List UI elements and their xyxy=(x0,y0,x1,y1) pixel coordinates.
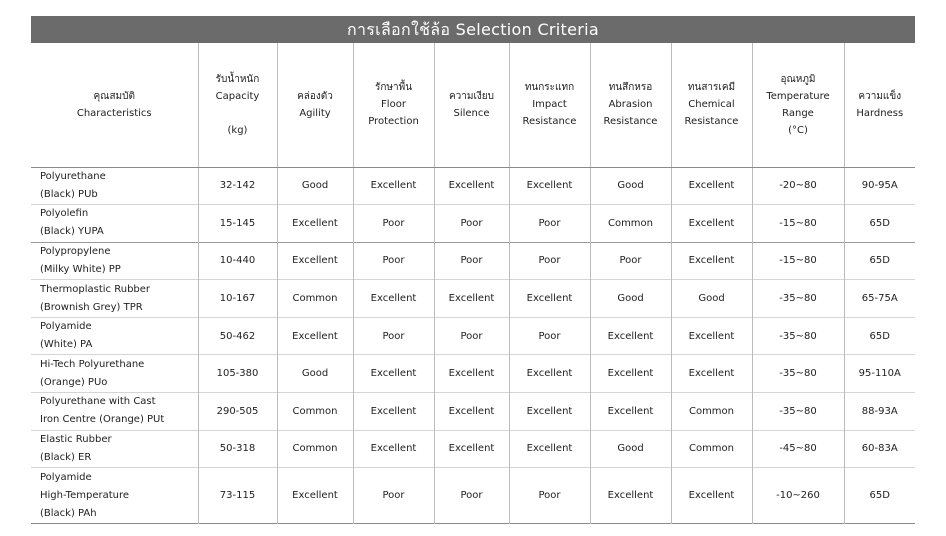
material-name-line: Polyurethane with Cast xyxy=(40,396,156,408)
header-characteristics: คุณสมบัติ Characteristics xyxy=(31,43,198,167)
agility-cell: Common xyxy=(277,430,353,468)
temp-cell: -35~80 xyxy=(752,280,844,318)
agility-cell: Good xyxy=(277,355,353,393)
table-row xyxy=(31,280,915,318)
material-name-line: Polyamide xyxy=(40,471,92,483)
material-name-cell xyxy=(31,317,198,355)
capacity-cell: 105-380 xyxy=(198,355,277,393)
hardness-cell: 88-93A xyxy=(861,405,898,417)
abrasion-cell: Excellent xyxy=(590,468,671,524)
table-row xyxy=(31,468,915,524)
abrasion-cell: Common xyxy=(590,205,671,243)
impact-cell: Poor xyxy=(509,242,590,280)
material-name-cell xyxy=(31,242,198,280)
agility-cell: Excellent xyxy=(277,468,353,524)
material-name-line: Polyolefin xyxy=(40,208,89,220)
material-name-line: Polyurethane xyxy=(40,170,106,182)
silence-cell: Poor xyxy=(434,317,509,355)
material-name-line: High-Temperature xyxy=(40,489,130,501)
header-capacity: รับน้ำหนัก Capacity (kg) xyxy=(198,43,277,167)
material-name-line: Thermoplastic Rubber xyxy=(40,283,151,295)
material-name-line: Iron Centre (Orange) PUt xyxy=(40,414,165,426)
floor-cell: Excellent xyxy=(353,280,434,318)
material-name-cell xyxy=(31,167,198,205)
material-name-line: Polyamide xyxy=(40,321,92,333)
floor-cell: Excellent xyxy=(353,430,434,468)
hardness-cell: 65D xyxy=(869,490,890,502)
header-chemical-resistance: ทนสารเคมี Chemical Resistance xyxy=(671,43,752,167)
floor-cell: Poor xyxy=(353,317,434,355)
agility-cell: Excellent xyxy=(277,205,353,243)
chemical-cell: Excellent xyxy=(671,317,752,355)
floor-cell: Excellent xyxy=(353,355,434,393)
abrasion-cell: Poor xyxy=(590,242,671,280)
abrasion-cell: Good xyxy=(590,430,671,468)
material-name-line: (Black) PUb xyxy=(40,188,98,200)
temp-cell: -20~80 xyxy=(752,167,844,205)
material-name-cell xyxy=(31,468,198,524)
temp-cell: -35~80 xyxy=(752,317,844,355)
material-name-line: (Orange) PUo xyxy=(40,376,108,388)
hardness-cell: 60-83A xyxy=(861,443,898,455)
chemical-cell: Good xyxy=(671,280,752,318)
chemical-cell: Excellent xyxy=(671,167,752,205)
capacity-cell: 15-145 xyxy=(198,205,277,243)
temp-cell: -35~80 xyxy=(752,355,844,393)
capacity-cell: 10-440 xyxy=(198,242,277,280)
hardness-cell: 65D xyxy=(869,217,890,229)
temp-cell: -45~80 xyxy=(752,430,844,468)
temp-cell: -10~260 xyxy=(752,468,844,524)
agility-cell: Excellent xyxy=(277,242,353,280)
silence-cell: Poor xyxy=(434,468,509,524)
chemical-cell: Common xyxy=(671,430,752,468)
hardness-cell: 65-75A xyxy=(861,293,898,305)
chemical-cell: Common xyxy=(671,393,752,431)
table-title: การเลือกใช้ล้อ Selection Criteria xyxy=(31,16,915,43)
agility-cell: Excellent xyxy=(277,317,353,355)
abrasion-cell: Excellent xyxy=(590,393,671,431)
material-name-line: (Black) ER xyxy=(40,451,92,463)
silence-cell: Poor xyxy=(434,242,509,280)
silence-cell: Excellent xyxy=(434,430,509,468)
floor-cell: Excellent xyxy=(353,167,434,205)
header-row xyxy=(31,43,915,167)
silence-cell: Excellent xyxy=(434,280,509,318)
abrasion-cell: Good xyxy=(590,280,671,318)
header-agility: คล่องตัว Agility xyxy=(277,43,353,167)
chemical-cell: Excellent xyxy=(671,242,752,280)
material-name-cell xyxy=(31,430,198,468)
material-name-line: (Milky White) PP xyxy=(40,263,121,275)
capacity-cell: 32-142 xyxy=(198,167,277,205)
temp-cell: -15~80 xyxy=(752,205,844,243)
capacity-cell: 50-318 xyxy=(198,430,277,468)
impact-cell: Excellent xyxy=(509,393,590,431)
table-row xyxy=(31,393,915,431)
material-name-cell xyxy=(31,205,198,243)
material-name-cell xyxy=(31,355,198,393)
material-name-line: Elastic Rubber xyxy=(40,433,112,445)
material-name-line: Polypropylene xyxy=(40,245,111,257)
impact-cell: Poor xyxy=(509,317,590,355)
capacity-cell: 290-505 xyxy=(198,393,277,431)
silence-cell: Excellent xyxy=(434,167,509,205)
agility-cell: Good xyxy=(277,167,353,205)
floor-cell: Excellent xyxy=(353,393,434,431)
abrasion-cell: Excellent xyxy=(590,355,671,393)
capacity-cell: 10-167 xyxy=(198,280,277,318)
table-row xyxy=(31,242,915,280)
selection-criteria-panel xyxy=(31,16,915,524)
silence-cell: Excellent xyxy=(434,355,509,393)
selection-criteria-table xyxy=(31,43,915,524)
silence-cell: Excellent xyxy=(434,393,509,431)
capacity-unit: (kg) xyxy=(227,124,248,136)
header-floor-protection: รักษาพื้น Floor Protection xyxy=(353,43,434,167)
hardness-cell: 65D xyxy=(869,330,890,342)
impact-cell: Excellent xyxy=(509,280,590,318)
material-name-line: (Brownish Grey) TPR xyxy=(40,301,143,313)
material-name-line: (Black) YUPA xyxy=(40,226,104,238)
capacity-cell: 73-115 xyxy=(198,468,277,524)
table-row xyxy=(31,167,915,205)
header-hardness: ความแข็ง Hardness xyxy=(844,43,915,167)
impact-cell: Excellent xyxy=(509,167,590,205)
impact-cell: Excellent xyxy=(509,430,590,468)
hardness-cell: 95-110A xyxy=(858,368,901,380)
table-row xyxy=(31,317,915,355)
temperature-unit: (°C) xyxy=(788,124,808,136)
capacity-cell: 50-462 xyxy=(198,317,277,355)
hardness-cell: 65D xyxy=(869,255,890,267)
abrasion-cell: Excellent xyxy=(590,317,671,355)
impact-cell: Excellent xyxy=(509,355,590,393)
material-name-line: (White) PA xyxy=(40,339,93,351)
material-name-line: (Black) PAh xyxy=(40,507,97,519)
header-impact-resistance: ทนกระแทก Impact Resistance xyxy=(509,43,590,167)
header-silence: ความเงียบ Silence xyxy=(434,43,509,167)
material-name-line: Hi-Tech Polyurethane xyxy=(40,358,145,370)
floor-cell: Poor xyxy=(353,205,434,243)
impact-cell: Poor xyxy=(509,205,590,243)
floor-cell: Poor xyxy=(353,468,434,524)
impact-cell: Poor xyxy=(509,468,590,524)
material-name-cell xyxy=(31,280,198,318)
chemical-cell: Excellent xyxy=(671,205,752,243)
chemical-cell: Excellent xyxy=(671,468,752,524)
floor-cell: Poor xyxy=(353,242,434,280)
hardness-cell: 90-95A xyxy=(861,180,898,192)
temp-cell: -15~80 xyxy=(752,242,844,280)
material-name-cell xyxy=(31,393,198,431)
header-abrasion-resistance: ทนสึกหรอ Abrasion Resistance xyxy=(590,43,671,167)
abrasion-cell: Good xyxy=(590,167,671,205)
table-row xyxy=(31,355,915,393)
chemical-cell: Excellent xyxy=(671,355,752,393)
agility-cell: Common xyxy=(277,280,353,318)
agility-cell: Common xyxy=(277,393,353,431)
header-temperature-range: อุณหภูมิ Temperature Range (°C) xyxy=(752,43,844,167)
table-row xyxy=(31,430,915,468)
table-row xyxy=(31,205,915,243)
silence-cell: Poor xyxy=(434,205,509,243)
temp-cell: -35~80 xyxy=(752,393,844,431)
